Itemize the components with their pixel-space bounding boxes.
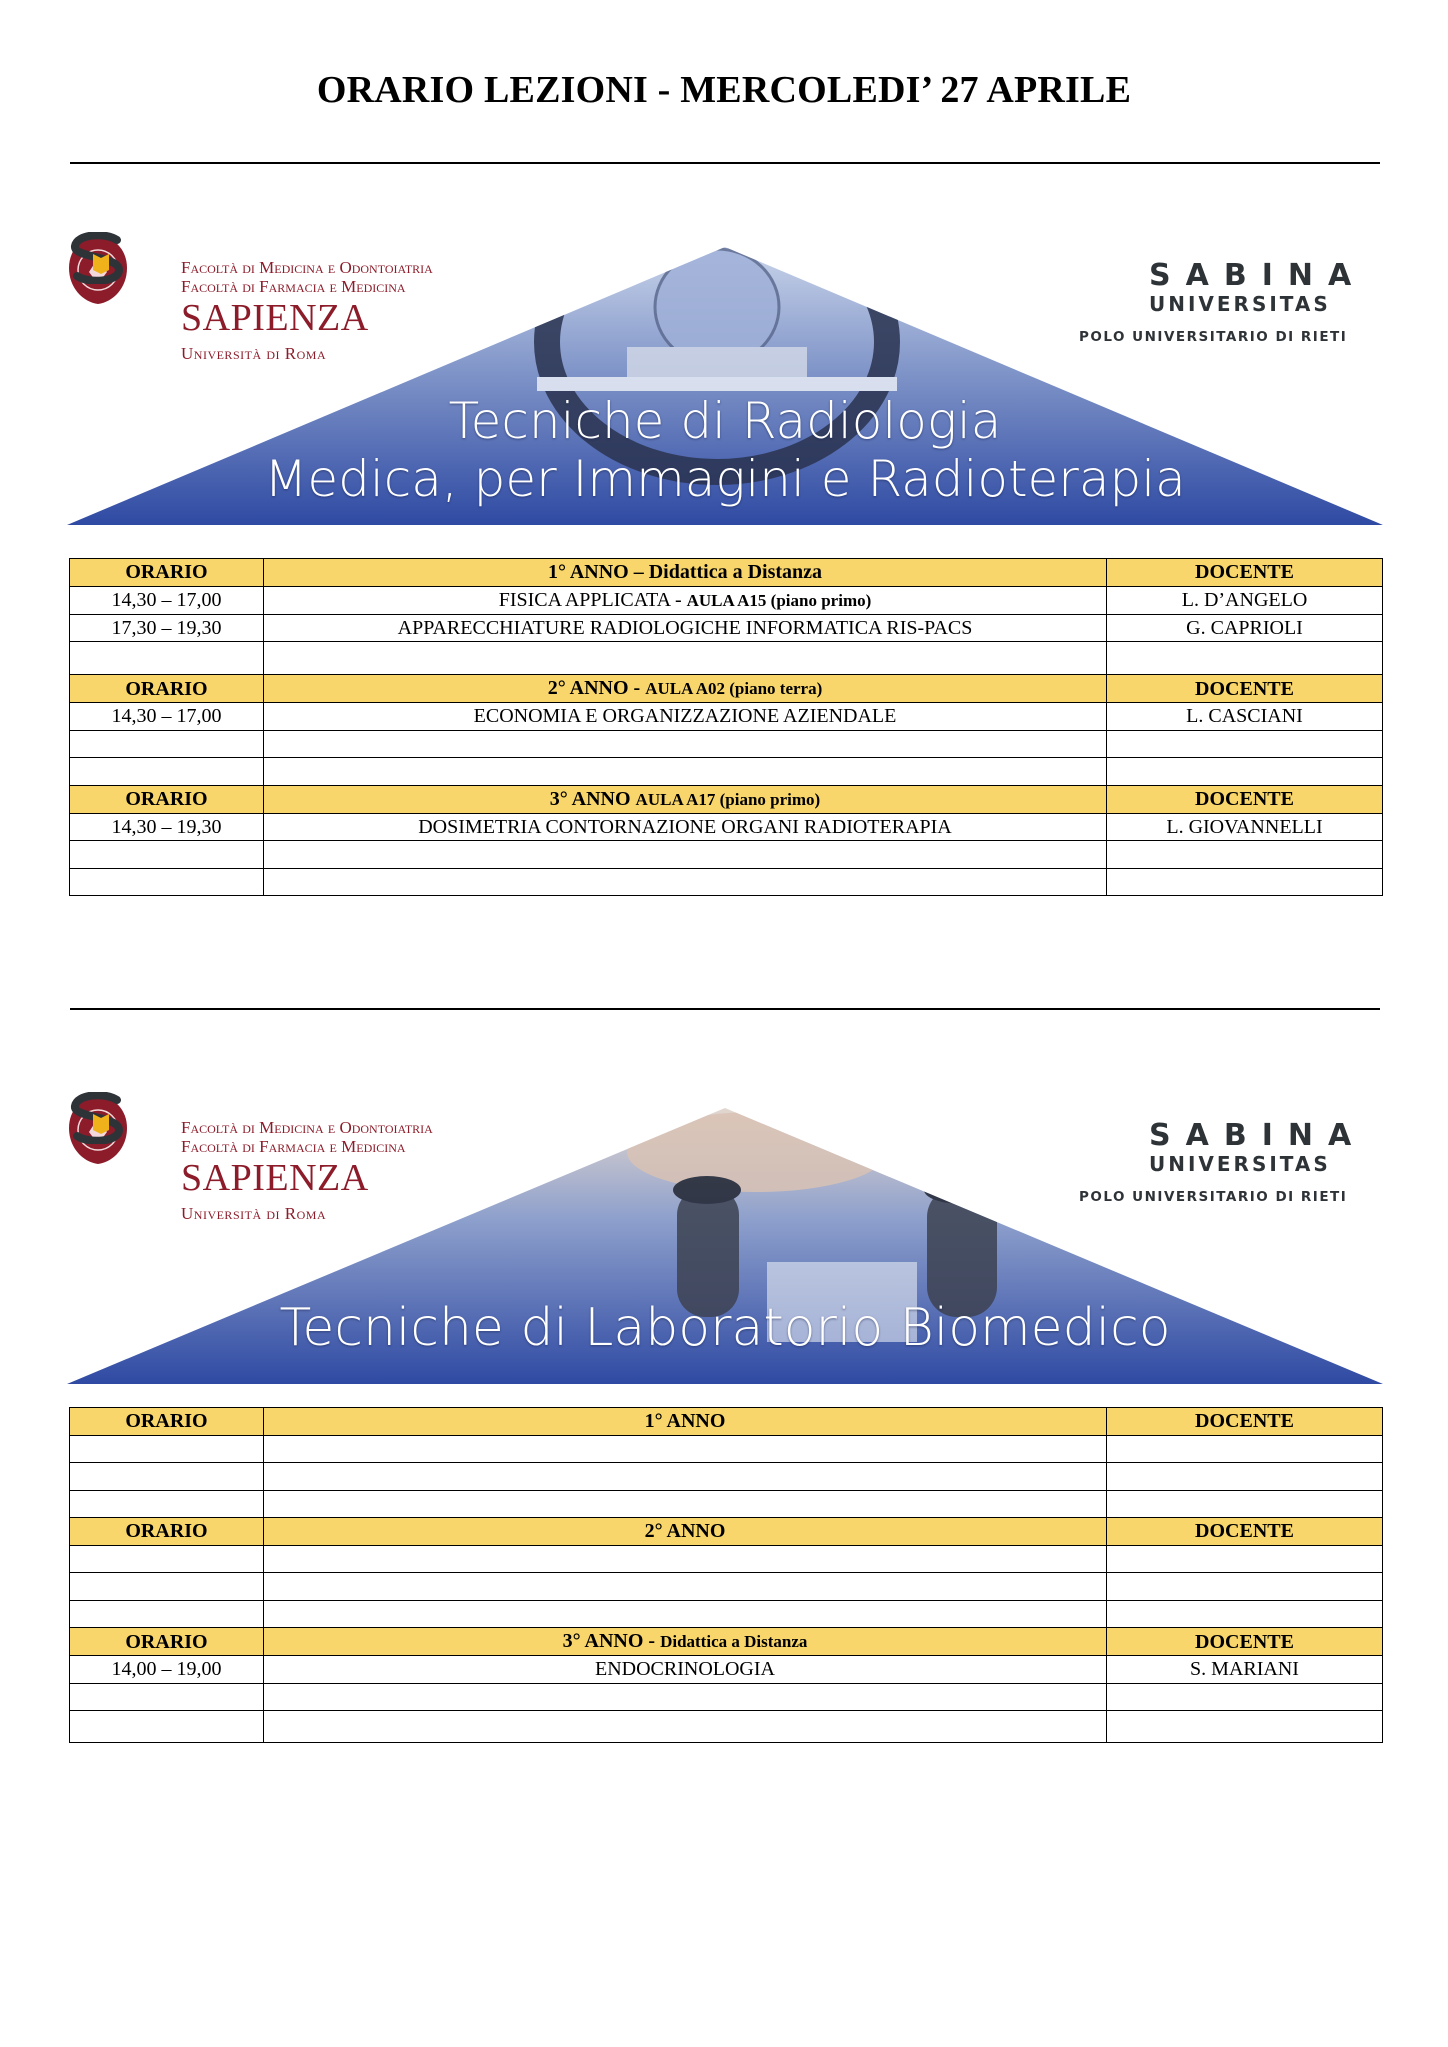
table-row	[70, 1711, 1383, 1743]
teacher-cell	[1107, 1463, 1383, 1491]
subject-cell	[264, 586, 1107, 614]
teacher-cell	[1107, 841, 1383, 869]
table-header-row	[70, 785, 1383, 813]
header-year-text: 2° ANNO -	[547, 677, 646, 699]
course-title-line-1: Tecniche di Laboratorio Biomedico	[279, 1298, 1171, 1358]
time-cell	[70, 841, 264, 869]
schedule-table-radiologia	[69, 558, 1383, 896]
time-cell: 14,30 – 17,00	[70, 586, 264, 614]
time-cell	[70, 1490, 264, 1518]
table-row	[70, 642, 1383, 675]
teacher-cell: G. CAPRIOLI	[1107, 614, 1383, 642]
header-time: ORARIO	[70, 785, 264, 813]
time-cell	[70, 1545, 264, 1573]
header-room-text: AULA A02 (piano terra)	[645, 679, 823, 698]
faculty-line-1: Facoltà di Medicina e Odontoiatria	[181, 258, 433, 277]
subject-cell	[264, 1683, 1107, 1711]
subject-cell	[264, 1435, 1107, 1463]
time-cell: 14,30 – 17,00	[70, 703, 264, 731]
table-row	[70, 1545, 1383, 1573]
subject-cell	[264, 1573, 1107, 1601]
table-header-row	[70, 1518, 1383, 1546]
time-cell	[70, 1463, 264, 1491]
teacher-cell	[1107, 1435, 1383, 1463]
header-time: ORARIO	[70, 1408, 264, 1436]
time-cell	[70, 1683, 264, 1711]
header-time: ORARIO	[70, 675, 264, 703]
time-cell	[70, 1573, 264, 1601]
table-row	[70, 1656, 1383, 1684]
header-year: 1° ANNO – Didattica a Distanza	[264, 559, 1107, 587]
subject-cell	[264, 1600, 1107, 1628]
time-cell	[70, 642, 264, 675]
header-year: 2° ANNO	[264, 1518, 1107, 1546]
teacher-cell	[1107, 642, 1383, 675]
faculty-line-2: Facoltà di Farmacia e Medicina	[181, 1137, 406, 1156]
sabina-logo-text: SABINA	[1149, 1118, 1367, 1153]
teacher-cell	[1107, 1573, 1383, 1601]
subject-cell	[264, 868, 1107, 896]
table-row	[70, 758, 1383, 786]
table-header-row	[70, 1628, 1383, 1656]
header-year: 1° ANNO	[264, 1408, 1107, 1436]
header-year	[264, 1628, 1107, 1656]
header-room-text: AULA A17 (piano primo)	[635, 789, 821, 809]
table-row	[70, 841, 1383, 869]
teacher-cell	[1107, 1490, 1383, 1518]
room-text: AULA A15 (piano primo)	[686, 590, 872, 610]
teacher-cell	[1107, 1600, 1383, 1628]
subject-cell	[264, 1490, 1107, 1518]
time-cell: 14,30 – 19,30	[70, 813, 264, 841]
sabina-logo-icon	[67, 1092, 129, 1144]
header-time: ORARIO	[70, 559, 264, 587]
table-row	[70, 1683, 1383, 1711]
header-teacher: DOCENTE	[1107, 1408, 1383, 1436]
time-cell: 17,30 – 19,30	[70, 614, 264, 642]
header-year	[264, 785, 1107, 813]
sabina-logo-subtitle: UNIVERSITAS	[1149, 292, 1331, 316]
time-cell	[70, 1600, 264, 1628]
divider	[70, 1008, 1380, 1010]
header-year	[264, 675, 1107, 703]
sapienza-logo-subtitle: Università di Roma	[181, 1204, 327, 1223]
sabina-logo-icon	[67, 232, 129, 284]
header-year-text: 3° ANNO -	[562, 1630, 661, 1652]
banner-laboratorio	[67, 1092, 1383, 1387]
header-note-text: Didattica a Distanza	[660, 1632, 808, 1651]
table-row	[70, 1490, 1383, 1518]
table-row	[70, 730, 1383, 758]
subject-cell	[264, 730, 1107, 758]
subject-cell	[264, 642, 1107, 675]
teacher-cell: L. D’ANGELO	[1107, 586, 1383, 614]
table-row	[70, 1435, 1383, 1463]
time-cell: 14,00 – 19,00	[70, 1656, 264, 1684]
table-row	[70, 1463, 1383, 1491]
time-cell	[70, 868, 264, 896]
table-row	[70, 1573, 1383, 1601]
teacher-cell	[1107, 730, 1383, 758]
table-row	[70, 703, 1383, 731]
table-header-row	[70, 1408, 1383, 1436]
table-row	[70, 868, 1383, 896]
course-title-line-2: Medica, per Immagini e Radioterapia	[264, 450, 1186, 508]
schedule-table-laboratorio	[69, 1407, 1383, 1743]
subject-cell	[264, 1545, 1107, 1573]
teacher-cell	[1107, 758, 1383, 786]
sapienza-logo-text: SAPIENZA	[181, 297, 369, 339]
table-row	[70, 586, 1383, 614]
subject-cell	[264, 1463, 1107, 1491]
sapienza-logo-text: SAPIENZA	[181, 1157, 369, 1199]
table-header-row	[70, 675, 1383, 703]
header-teacher: DOCENTE	[1107, 675, 1383, 703]
subject-cell	[264, 758, 1107, 786]
faculty-line-2: Facoltà di Farmacia e Medicina	[181, 277, 406, 296]
subject-cell: APPARECCHIATURE RADIOLOGICHE INFORMATICA RIS-PACS	[264, 614, 1107, 642]
header-teacher: DOCENTE	[1107, 1518, 1383, 1546]
course-title-line-1: Tecniche di Radiologia	[448, 392, 1002, 450]
table-row	[70, 813, 1383, 841]
teacher-cell: L. GIOVANNELLI	[1107, 813, 1383, 841]
subject-text: FISICA APPLICATA -	[498, 588, 687, 611]
table-row	[70, 1600, 1383, 1628]
time-cell	[70, 1711, 264, 1743]
teacher-cell	[1107, 1683, 1383, 1711]
header-teacher: DOCENTE	[1107, 1628, 1383, 1656]
sabina-logo-subtitle: UNIVERSITAS	[1149, 1152, 1331, 1176]
subject-cell	[264, 841, 1107, 869]
header-time: ORARIO	[70, 1518, 264, 1546]
course-title	[67, 1298, 1383, 1358]
sapienza-logo-subtitle: Università di Roma	[181, 344, 327, 363]
teacher-cell: L. CASCIANI	[1107, 703, 1383, 731]
banner-radiologia	[67, 232, 1383, 527]
table-header-row	[70, 559, 1383, 587]
table-row	[70, 614, 1383, 642]
page-title: ORARIO LEZIONI - MERCOLEDI’ 27 APRILE	[316, 69, 1132, 111]
subject-cell	[264, 1711, 1107, 1743]
time-cell	[70, 1435, 264, 1463]
sabina-polo-text: POLO UNIVERSITARIO DI RIETI	[1079, 1189, 1348, 1205]
header-time: ORARIO	[70, 1628, 264, 1656]
header-year-text: 3° ANNO	[549, 787, 636, 810]
teacher-cell: S. MARIANI	[1107, 1656, 1383, 1684]
sabina-polo-text: POLO UNIVERSITARIO DI RIETI	[1079, 329, 1348, 345]
subject-cell: ECONOMIA E ORGANIZZAZIONE AZIENDALE	[264, 703, 1107, 731]
course-title	[67, 392, 1383, 508]
time-cell	[70, 758, 264, 786]
teacher-cell	[1107, 1711, 1383, 1743]
subject-cell: ENDOCRINOLOGIA	[264, 1656, 1107, 1684]
sabina-logo-text: SABINA	[1149, 258, 1367, 293]
header-teacher: DOCENTE	[1107, 785, 1383, 813]
divider	[70, 162, 1380, 164]
teacher-cell	[1107, 1545, 1383, 1573]
subject-cell: DOSIMETRIA CONTORNAZIONE ORGANI RADIOTERAPIA	[264, 813, 1107, 841]
faculty-line-1: Facoltà di Medicina e Odontoiatria	[181, 1118, 433, 1137]
header-teacher: DOCENTE	[1107, 559, 1383, 587]
teacher-cell	[1107, 868, 1383, 896]
time-cell	[70, 730, 264, 758]
